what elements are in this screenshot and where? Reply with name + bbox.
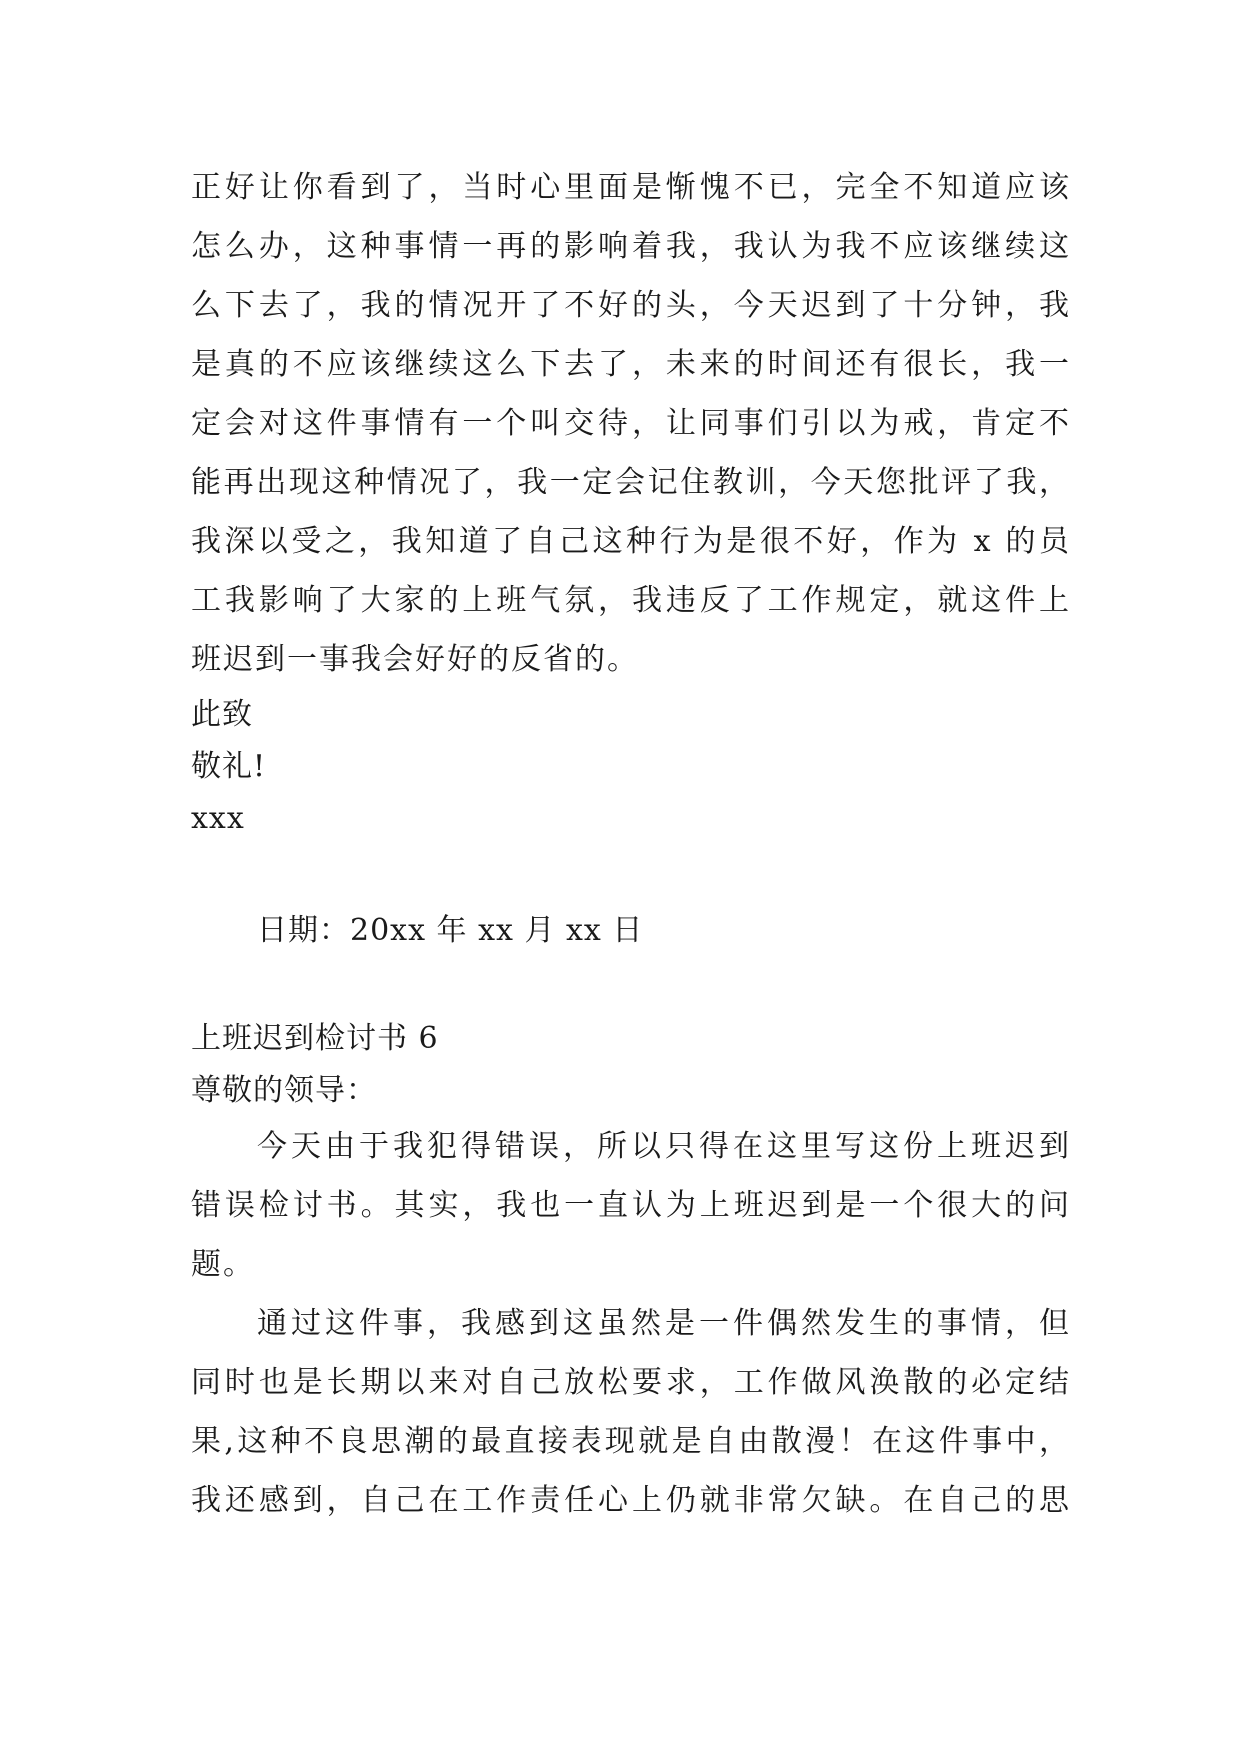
closing-greeting: 此致 — [191, 697, 253, 732]
text-line: 我还感到，自己在工作责任心上仍就非常欠缺。在自己的思 — [191, 1483, 1071, 1518]
paragraph-2 — [191, 1117, 1071, 1294]
text-line: 班迟到一事我会好好的反省的。 — [191, 642, 639, 677]
text-line: 能再出现这种情况了，我一定会记住教训，今天您批评了我， — [191, 465, 1071, 500]
signature: xxx — [191, 801, 245, 836]
text-line: 定会对这件事情有一个叫交待，让同事们引以为戒，肯定不 — [191, 406, 1071, 441]
date-line: 日期：20xx 年 xx 月 xx 日 — [257, 913, 644, 948]
text-line: 同时也是长期以来对自己放松要求，工作做风涣散的必定结 — [191, 1365, 1071, 1400]
text-line: 通过这件事，我感到这虽然是一件偶然发生的事情，但 — [257, 1306, 1071, 1341]
document-body — [191, 158, 1071, 1530]
text-line: 工我影响了大家的上班气氛，我违反了工作规定，就这件上 — [191, 583, 1071, 618]
text-line: 题。 — [191, 1247, 255, 1282]
text-line: 错误检讨书。其实，我也一直认为上班迟到是一个很大的问 — [191, 1188, 1071, 1223]
closing-salute: 敬礼! — [191, 749, 267, 784]
text-line: 果,这种不良思潮的最直接表现就是自由散漫！在这件事中， — [191, 1424, 1071, 1459]
spacer — [191, 845, 1071, 905]
section-title: 上班迟到检讨书 6 — [191, 1021, 439, 1056]
paragraph-1 — [191, 158, 1071, 689]
text-line: 么下去了，我的情况开了不好的头，今天迟到了十分钟，我 — [191, 288, 1071, 323]
text-line: 怎么办，这种事情一再的影响着我，我认为我不应该继续这 — [191, 229, 1071, 264]
text-line: 今天由于我犯得错误，所以只得在这里写这份上班迟到 — [257, 1129, 1071, 1164]
text-line: 是真的不应该继续这么下去了，未来的时间还有很长，我一 — [191, 347, 1071, 382]
paragraph-3 — [191, 1294, 1071, 1530]
salutation: 尊敬的领导： — [191, 1073, 377, 1108]
text-line: 正好让你看到了，当时心里面是惭愧不已，完全不知道应该 — [191, 170, 1071, 205]
text-line: 我深以受之，我知道了自己这种行为是很不好，作为 x 的员 — [191, 524, 1071, 559]
spacer — [191, 957, 1071, 1013]
